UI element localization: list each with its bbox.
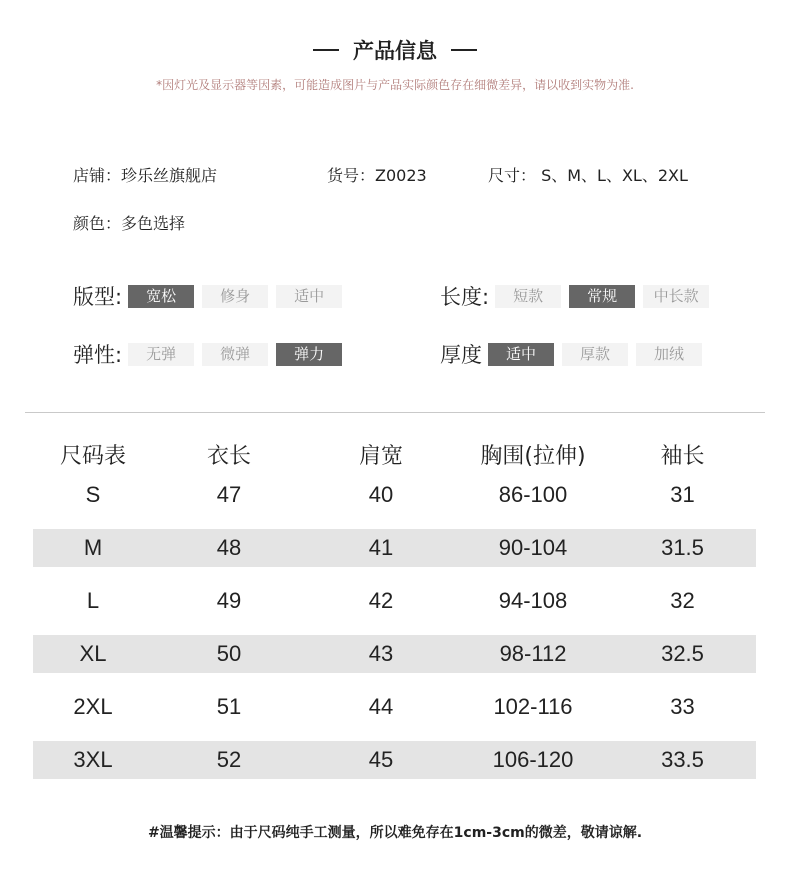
thickness-option-thick: 厚款 [562, 343, 628, 366]
cell-sleeve: 31.5 [661, 535, 704, 560]
table-row [33, 476, 756, 514]
length-option-regular: 常规 [569, 285, 635, 308]
fit-option-regular: 适中 [276, 285, 342, 308]
title-text: 产品信息 [353, 39, 437, 63]
header-sleeve: 袖长 [660, 443, 705, 469]
cell-shoulder: 44 [368, 694, 394, 719]
attr-fit [73, 281, 350, 311]
cell-sleeve: 33.5 [661, 747, 704, 772]
attr-elasticity [73, 339, 350, 369]
thickness-option-fleece: 加绒 [636, 343, 702, 366]
cell-chest: 102-116 [493, 694, 573, 719]
cell-sleeve: 32.5 [661, 641, 704, 666]
length-option-short: 短款 [495, 285, 561, 308]
table-row [33, 529, 756, 567]
cell-shoulder: 43 [368, 641, 394, 666]
header-chest: 胸围(拉伸) [480, 443, 586, 469]
cell-chest: 98-112 [499, 641, 567, 666]
cell-sleeve: 32 [670, 588, 695, 613]
cell-length: 49 [216, 588, 242, 613]
section-divider [25, 412, 765, 413]
table-row [33, 635, 756, 673]
title-dash-right [451, 49, 477, 51]
cell-shoulder: 40 [368, 482, 394, 507]
cell-size: L [86, 588, 100, 613]
cell-chest: 90-104 [498, 535, 568, 560]
table-row [33, 741, 756, 779]
cell-shoulder: 41 [368, 535, 394, 560]
header-shoulder: 肩宽 [358, 443, 403, 469]
attr-length-label: 长度: [440, 285, 490, 309]
cell-size: M [83, 535, 103, 560]
page-title-wrap [0, 35, 790, 65]
elasticity-option-none: 无弹 [128, 343, 194, 366]
attr-thickness [440, 339, 710, 369]
cell-sleeve: 33 [670, 694, 695, 719]
title-dash-left [313, 49, 339, 51]
table-row [33, 582, 756, 620]
cell-size: XL [79, 641, 107, 666]
attr-elasticity-label: 弹性: [73, 343, 123, 367]
cell-chest: 106-120 [492, 747, 574, 772]
attr-thickness-label: 厚度 [440, 343, 482, 367]
store-info: 店铺：珍乐丝旗舰店 [73, 166, 218, 185]
size-table-header [33, 432, 756, 476]
cell-length: 50 [216, 641, 242, 666]
size-table [33, 432, 756, 794]
cell-length: 51 [216, 694, 242, 719]
color-notice: *因灯光及显示器等因素，可能造成图片与产品实际颜色存在细微差异，请以收到实物为准. [156, 78, 634, 92]
fit-option-loose: 宽松 [128, 285, 194, 308]
length-option-midlong: 中长款 [643, 285, 709, 308]
fit-option-slim: 修身 [202, 285, 268, 308]
cell-length: 52 [216, 747, 242, 772]
attr-length [440, 281, 717, 311]
color-info: 颜色：多色选择 [73, 214, 186, 233]
item-number: 货号：Z0023 [327, 166, 427, 185]
cell-size: S [85, 482, 101, 507]
elasticity-option-slight: 微弹 [202, 343, 268, 366]
header-size: 尺码表 [59, 443, 126, 469]
header-length: 衣长 [206, 443, 251, 469]
cell-size: 3XL [73, 747, 113, 772]
cell-length: 48 [216, 535, 242, 560]
cell-size: 2XL [73, 694, 113, 719]
page-title [299, 35, 491, 65]
elasticity-option-stretch: 弹力 [276, 343, 342, 366]
size-range: 尺寸： S、M、L、XL、2XL [488, 166, 688, 185]
cell-sleeve: 31 [670, 482, 695, 507]
measurement-note: #温馨提示：由于尺码纯手工测量，所以难免存在1cm-3cm的微差，敬请谅解. [147, 825, 643, 841]
cell-shoulder: 42 [368, 588, 394, 613]
cell-shoulder: 45 [368, 747, 394, 772]
table-row [33, 688, 756, 726]
cell-chest: 94-108 [498, 588, 568, 613]
cell-length: 47 [216, 482, 242, 507]
cell-chest: 86-100 [498, 482, 568, 507]
thickness-option-medium: 适中 [488, 343, 554, 366]
attr-fit-label: 版型: [73, 285, 123, 309]
